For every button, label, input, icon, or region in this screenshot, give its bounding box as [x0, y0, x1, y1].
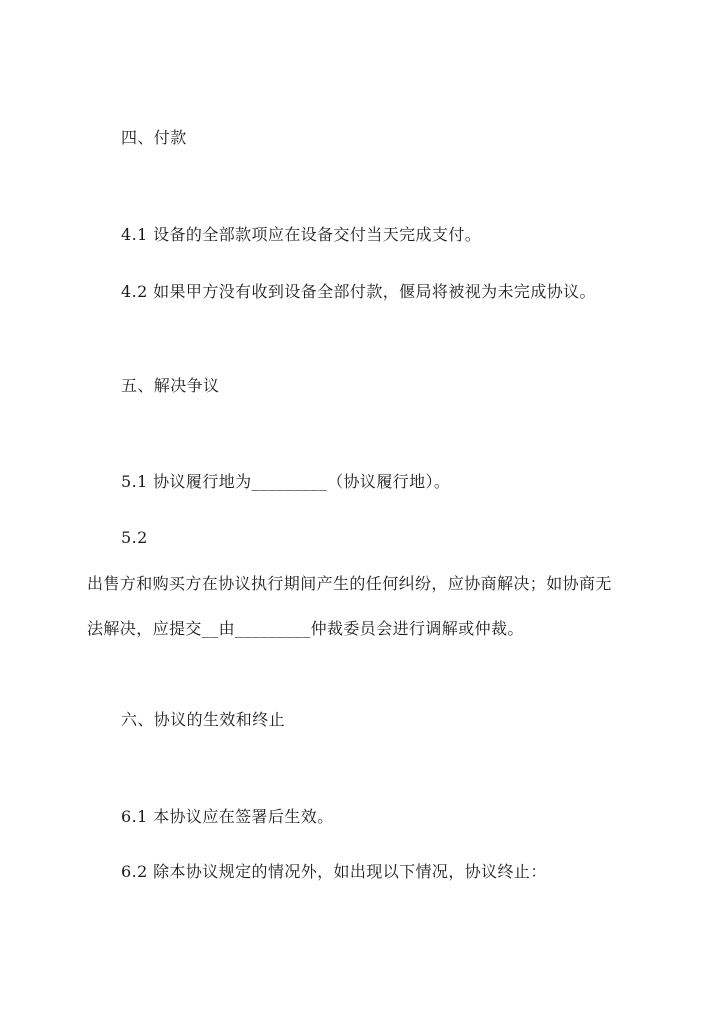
clause-5-2-number: 5.2 [121, 528, 148, 547]
clause-5-1: 5.1 协议履行地为_________（协议履行地）。 [121, 472, 451, 491]
section-6-heading: 六、协议的生效和终止 [121, 710, 286, 729]
clause-5-2-line-2: 法解决，应提交__由_________仲裁委员会进行调解或仲裁。 [87, 619, 524, 638]
clause-4-1: 4.1 设备的全部款项应在设备交付当天完成支付。 [121, 225, 482, 244]
clause-6-1: 6.1 本协议应在签署后生效。 [121, 807, 334, 826]
section-4-heading: 四、付款 [121, 128, 187, 147]
clause-6-2: 6.2 除本协议规定的情况外，如出现以下情况，协议终止： [121, 862, 547, 881]
clause-5-2-line-1: 出售方和购买方在协议执行期间产生的任何纠纷，应协商解决；如协商无 [87, 574, 612, 593]
section-5-heading: 五、解决争议 [121, 376, 220, 395]
clause-4-2: 4.2 如果甲方没有收到设备全部付款，偃局将被视为未完成协议。 [121, 282, 596, 301]
